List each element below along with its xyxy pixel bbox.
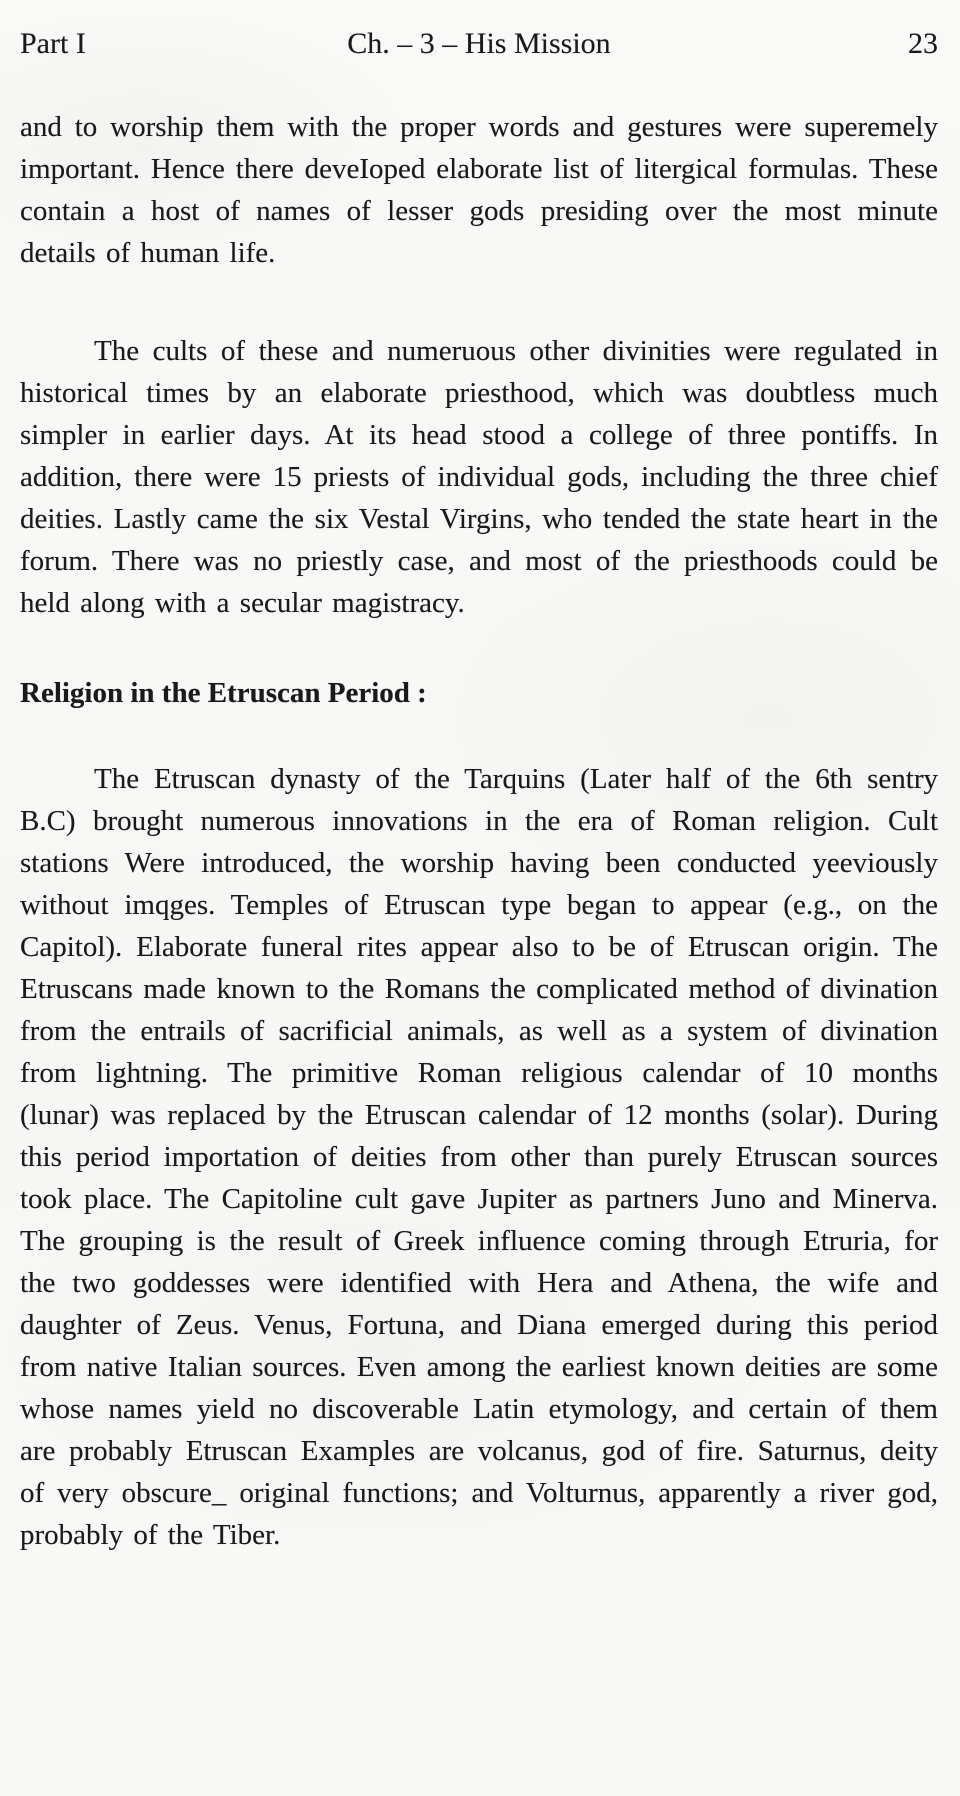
paragraph-cults: The cults of these and numeruous other divinities were regulated in historical times by an elaborate priesthood, which was doubtless much simpler in earlier days. At its head stood a college of three pontiffs. In addition, there were 15 priests of individual gods, including the three chief deities. Lastly came the six Vestal Virgins, who tended the state heart in the forum. There was no priestly case, and most of the priesthoods could be held along with a secular magistracy. <box>20 335 938 619</box>
header-chapter-title: Ch. – 3 – His Mission <box>347 27 611 60</box>
page-header <box>20 24 938 64</box>
section-heading-etruscan-period: Religion in the Etruscan Period : <box>20 677 427 709</box>
page-number: 23 <box>908 27 938 60</box>
paragraph-continuation: and to worship them with the proper words and gestures were superemely important. Hence there deveIoped elaborate list of litergical formulas. These contain a host of names of lesser gods presiding over the most minute details of human life. <box>20 111 938 269</box>
page-body <box>20 106 938 1556</box>
header-part-label: Part I <box>20 27 86 60</box>
paragraph-etruscan-dynasty: The Etruscan dynasty of the Tarquins (Later half of the 6th sentry B.C) brought numerous innovations in the era of Roman religion. Cult stations Were introduced, the worship having been conducted yeeviously without imqges. Temples of Etruscan type began to appear (e.g., on the Capitol). Elaborate funeral rites appear also to be of Etruscan origin. The Etruscans made known to the Romans the complicated method of divination from the entrails of sacrificial animals, as well as a system of divination from lightning. The primitive Roman religious calendar of 10 months (lunar) was replaced by the Etruscan calendar of 12 months (solar). During this period importation of deities from other than purely Etruscan sources took place. The Capitoline cult gave Jupiter as partners Juno and Minerva. The grouping is the result of Greek influence coming through Etruria, for the two goddesses were identified with Hera and Athena, the wife and daughter of Zeus. Venus, Fortuna, and Diana emerged during this period from native Italian sources. Even among the earliest known deities are some whose names yield no discoverable Latin etymology, and certain of them are probably Etruscan Examples are volcanus, god of fire. Saturnus, deity of very obscure_ original functions; and Volturnus, apparently a river god, probably of the Tiber. <box>20 763 938 1551</box>
